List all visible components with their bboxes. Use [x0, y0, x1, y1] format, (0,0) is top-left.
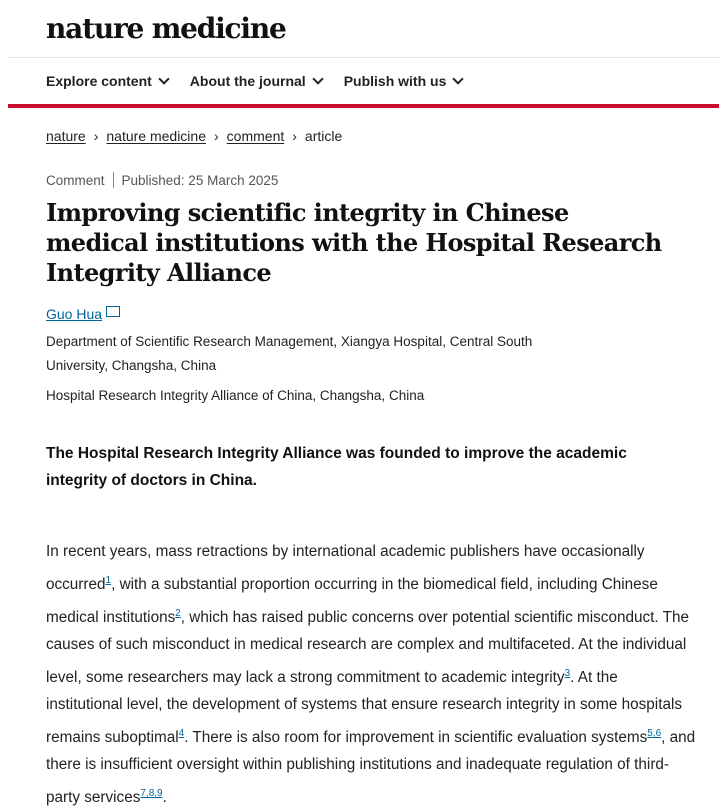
- nav-publish-with-us[interactable]: Publish with us: [344, 73, 463, 89]
- affiliation-1: Department of Scientific Research Management, Xiangya Hospital, Central South University, Changsha, China: [46, 334, 533, 373]
- chevron-down-icon: [453, 73, 464, 84]
- breadcrumb-nature[interactable]: nature: [46, 128, 86, 144]
- red-divider: [8, 104, 719, 108]
- breadcrumb-nature-medicine[interactable]: nature medicine: [106, 128, 206, 144]
- author-link[interactable]: Guo Hua: [46, 306, 103, 322]
- chevron-right-icon: ›: [93, 128, 99, 144]
- reference-link[interactable]: 5,6: [647, 728, 662, 740]
- chevron-down-icon: [158, 73, 169, 84]
- journal-logo[interactable]: nature medicine: [46, 12, 286, 45]
- standfirst: The Hospital Research Integrity Alliance was founded to improve the academic integrity of doctors in China.: [46, 445, 627, 489]
- article-title: Improving scientific integrity in Chinese medical institutions with the Hospital Research Integrity Alliance: [46, 198, 662, 287]
- nav-explore-content[interactable]: Explore content: [46, 73, 168, 89]
- meta-divider: [113, 172, 114, 188]
- email-icon[interactable]: [106, 306, 120, 317]
- main-nav: [0, 58, 727, 104]
- breadcrumb-article: article: [304, 128, 343, 144]
- reference-link[interactable]: 3: [564, 668, 571, 680]
- nav-about-journal[interactable]: About the journal: [190, 73, 322, 89]
- reference-link[interactable]: 2: [175, 608, 181, 620]
- breadcrumb: [0, 128, 727, 144]
- published-date: Published: 25 March 2025: [121, 172, 279, 188]
- article-type: Comment: [46, 172, 105, 188]
- reference-link[interactable]: 1: [105, 575, 112, 586]
- breadcrumb-comment[interactable]: comment: [226, 128, 285, 144]
- reference-link[interactable]: 4: [178, 728, 185, 740]
- reference-link[interactable]: 7,8,9: [140, 788, 163, 800]
- site-header: [8, 0, 719, 58]
- chevron-right-icon: ›: [292, 128, 297, 144]
- author: [46, 306, 727, 322]
- chevron-down-icon: [312, 73, 323, 84]
- article-meta: [0, 172, 727, 188]
- article-body: In recent years, mass retractions by international academic publishers have occasionally occurred$^1$, with a substantial proportion occurring in the biomedical field, including Chinese medical institutions$^2$, which has raised public concerns over potential scientific misconduct. The causes of such misconduct in medical research are complex and multifaceted. At the individual level, some researchers may lack a strong commitment to academic integrity$^3$. At the institutional level, the development of systems that ensure research integrity in some hospitals remains suboptimal$^4$. There is also room for improvement in scientific evaluation systems$^{5,6}$, and there is insufficient oversight within publishing institutions and inadequate regulation of third-party services$^{7,8,9}$.: [46, 543, 696, 807]
- chevron-right-icon: ›: [214, 128, 219, 144]
- affiliation-2: Hospital Research Integrity Alliance of China, Changsha, China: [46, 388, 425, 403]
